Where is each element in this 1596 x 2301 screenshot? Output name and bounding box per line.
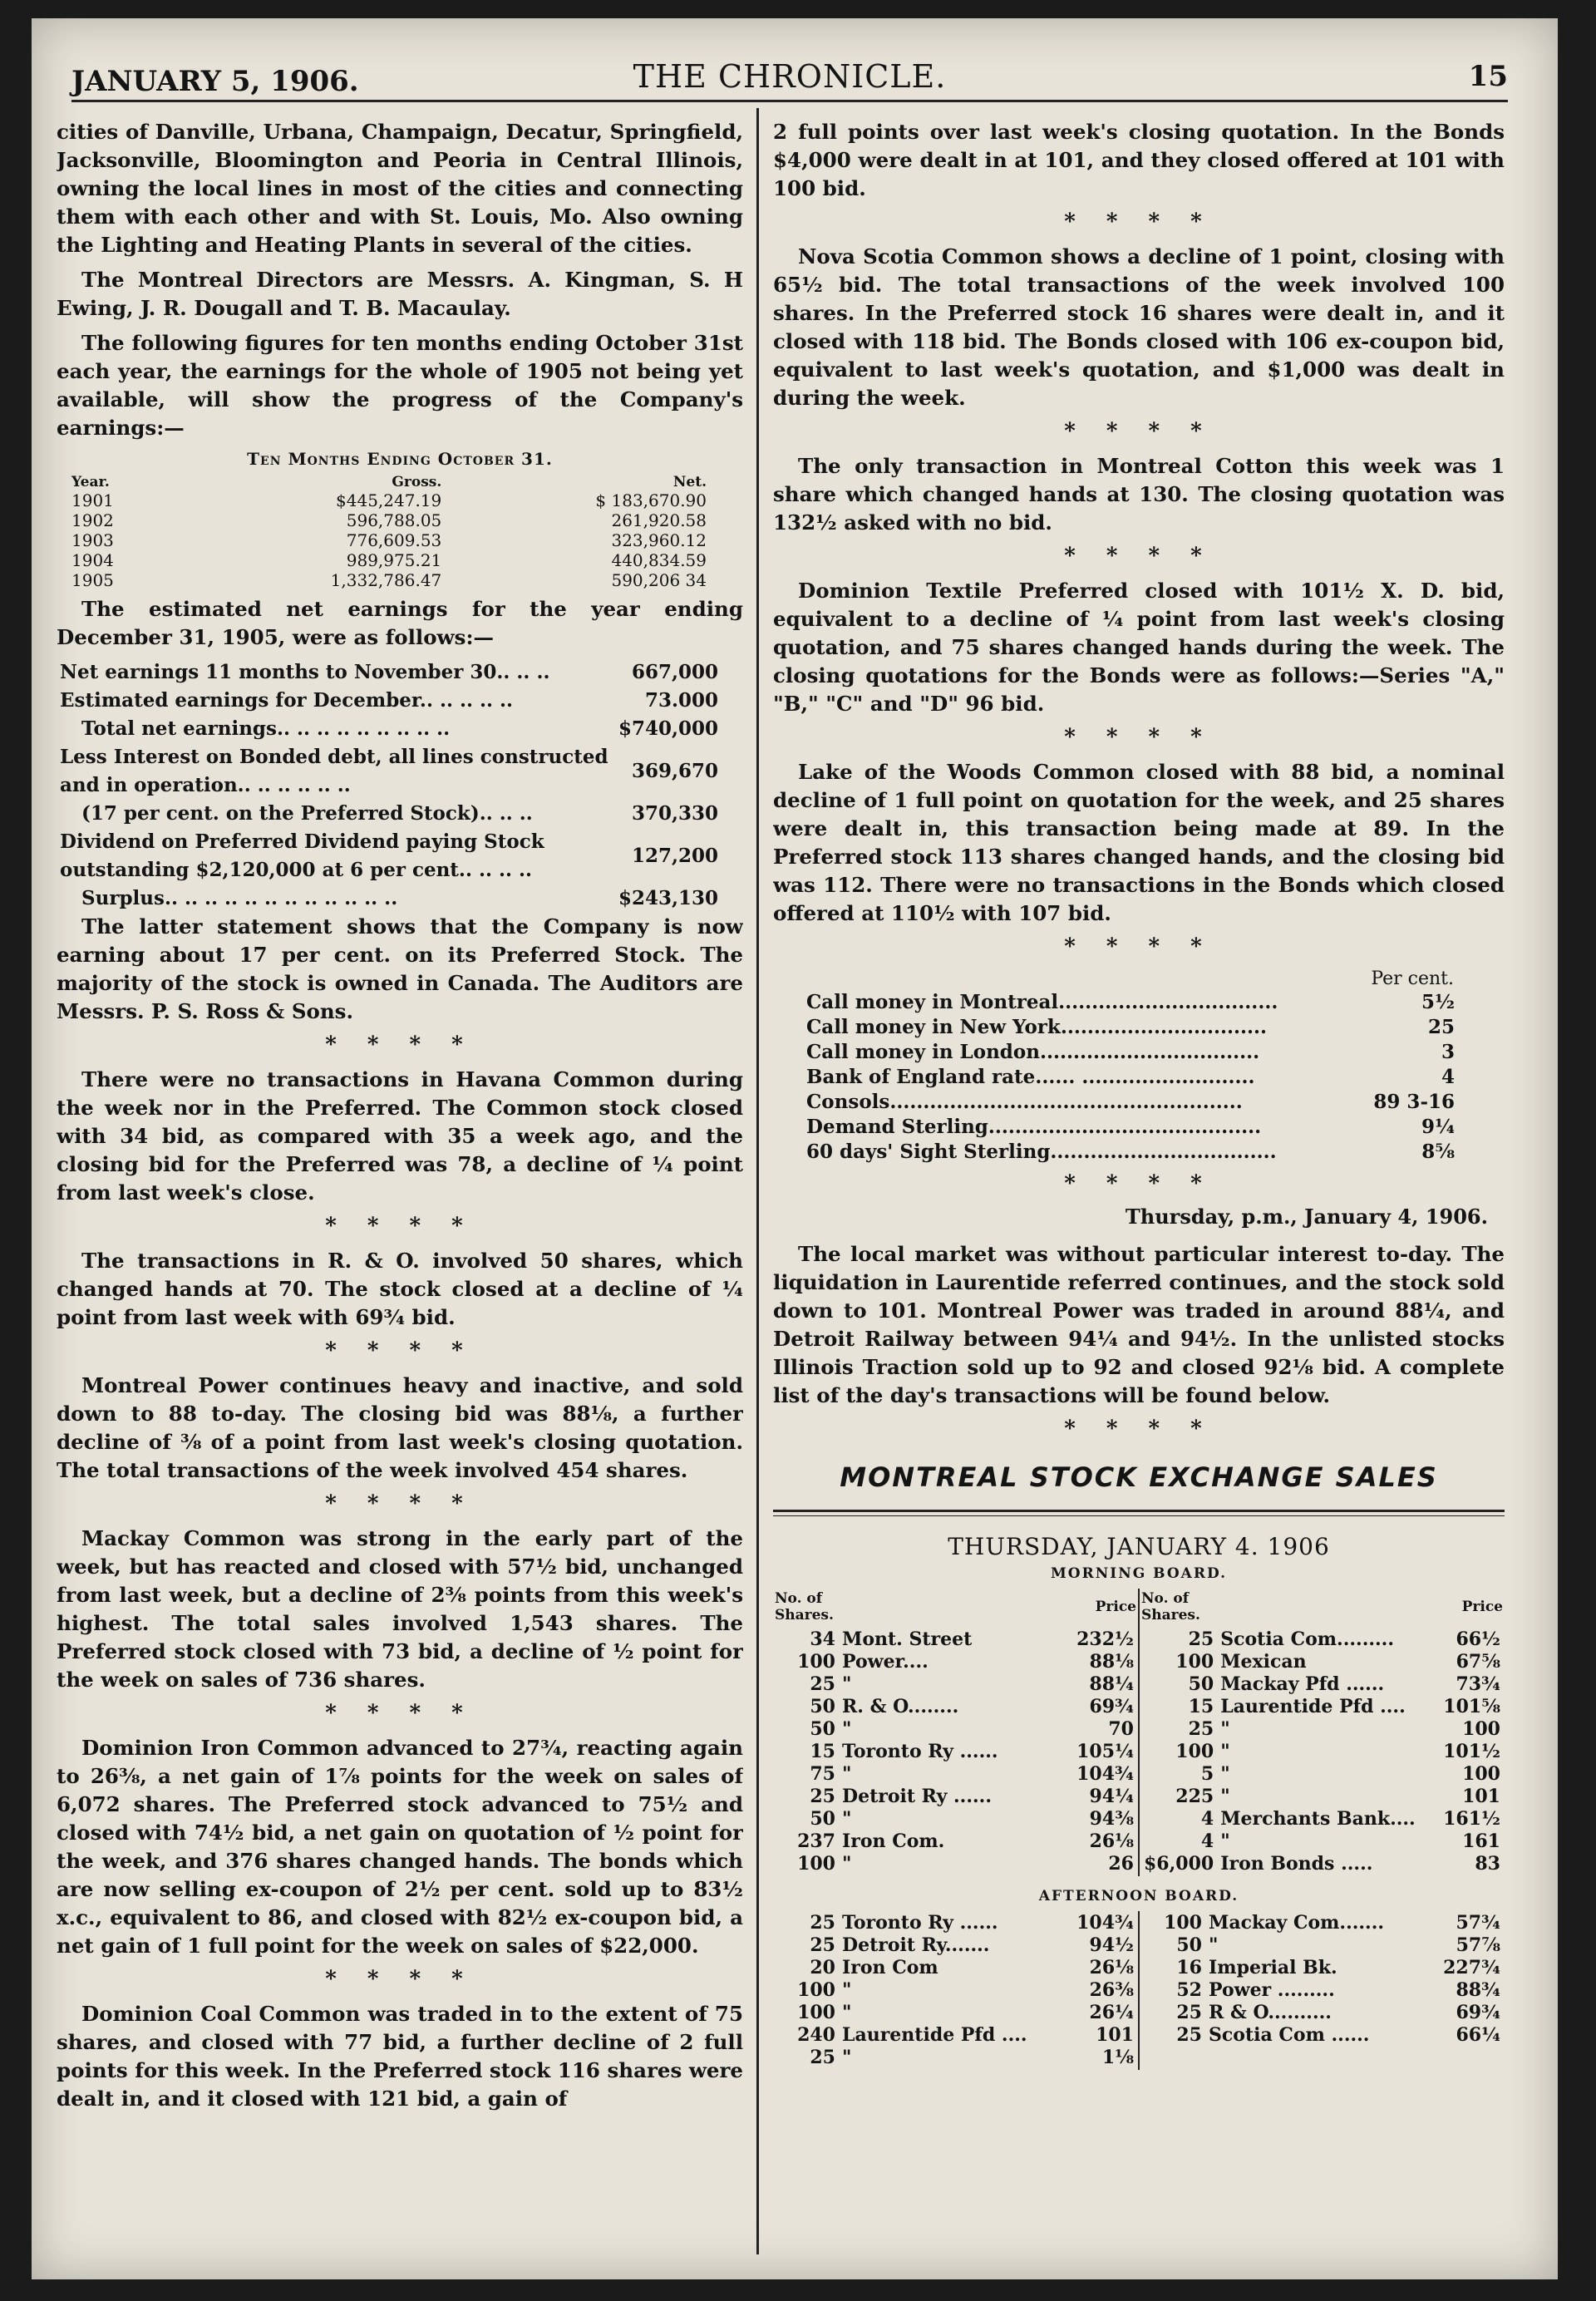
trade-row <box>774 1763 1137 1786</box>
trade-shares: 25 <box>1176 2002 1202 2023</box>
trade-shares: 100 <box>797 2002 835 2023</box>
trade-stock: Scotia Com ...... <box>1209 2024 1370 2046</box>
section-divider: * * * * <box>325 1967 475 1992</box>
trade-shares: 15 <box>810 1741 835 1762</box>
earnings-net: 590,206 34 <box>611 570 707 590</box>
section-divider: * * * * <box>1064 934 1214 959</box>
rate-value: 8⅝ <box>1421 1141 1455 1163</box>
trade-shares: 25 <box>810 1912 835 1934</box>
trade-row <box>774 1853 1137 1875</box>
trade-row <box>1140 1696 1504 1718</box>
trade-stock: Power ......... <box>1209 1979 1335 2001</box>
trade-price: 88¾ <box>1456 1979 1500 2001</box>
trade-shares: 237 <box>797 1830 835 1852</box>
trade-stock: Mackay Com....... <box>1209 1912 1385 1934</box>
trade-shares: 34 <box>810 1628 835 1650</box>
trade-stock: Mont. Street <box>842 1628 973 1650</box>
trade-shares: 25 <box>810 1934 835 1956</box>
rate-value: 9¼ <box>1421 1116 1455 1138</box>
rate-row <box>806 1140 1455 1165</box>
trade-stock: " <box>1220 1830 1230 1852</box>
ledger-row <box>57 884 722 913</box>
trade-row <box>774 1957 1137 1979</box>
rate-label: Demand Sterling......................................... <box>806 1116 1262 1138</box>
ledger-label: Dividend on Preferred Dividend paying Stock outstanding $2,120,000 at 6 per cent.. .. .. .. <box>60 830 544 881</box>
col-header-price: Price <box>1095 1599 1136 1615</box>
rate-value: 25 <box>1427 1016 1455 1038</box>
trade-shares: 75 <box>810 1763 835 1785</box>
trade-row <box>1140 2024 1504 2047</box>
trade-row <box>774 1912 1137 1934</box>
rate-row <box>806 1015 1455 1040</box>
trade-price: 101 <box>1096 2024 1134 2046</box>
issue-date: JANUARY 5, 1906. <box>71 65 359 98</box>
earnings-row <box>65 530 713 550</box>
trade-stock: Mackay Pfd ...... <box>1220 1673 1385 1695</box>
earnings-gross: 1,332,786.47 <box>330 570 442 590</box>
trade-price: 73¾ <box>1456 1673 1500 1695</box>
trade-price: 26⅛ <box>1089 1830 1134 1852</box>
trade-price: 66¼ <box>1456 2024 1500 2046</box>
earnings-net: 440,834.59 <box>611 550 707 570</box>
trade-stock: Laurentide Pfd .... <box>842 2024 1027 2046</box>
earnings-net: $ 183,670.90 <box>595 490 707 510</box>
paragraph: cities of Danville, Urbana, Champaign, Decatur, Springfield, Jacksonville, Bloomington and Peoria in Central Illinois, owning the local lines in most of the cities and connecting them with each other and with St. Louis, Mo. Also owning the Lighting and Heating Plants in several of the cities. <box>57 120 743 257</box>
trade-stock: " <box>842 2047 852 2068</box>
exchange-sales-title: MONTREAL STOCK EXCHANGE SALES <box>840 1461 1438 1493</box>
ledger-row <box>57 800 722 828</box>
ledger-row <box>57 687 722 715</box>
trade-row <box>774 1934 1137 1957</box>
trade-row <box>1140 1718 1504 1741</box>
trade-row <box>774 1628 1137 1651</box>
rate-label: Bank of England rate...... .......................... <box>806 1066 1255 1088</box>
trade-price: 104¾ <box>1076 1912 1134 1934</box>
trade-price: 67⅝ <box>1456 1651 1500 1673</box>
col-header-gross: Gross. <box>392 474 442 490</box>
trade-stock: Scotia Com......... <box>1220 1628 1394 1650</box>
trade-stock: " <box>842 1718 852 1740</box>
trade-price: 232½ <box>1076 1628 1134 1650</box>
rate-value: 89 3-16 <box>1373 1091 1455 1113</box>
trade-shares: 5 <box>1200 1763 1214 1785</box>
trade-row <box>1140 1763 1504 1786</box>
paragraph: The following figures for ten months ending October 31st each year, the earnings for the whole of 1905 not being yet available, will show the progress of the Company's earnings:— <box>57 331 743 440</box>
trade-stock: " <box>842 1808 852 1830</box>
trade-price: 101½ <box>1443 1741 1500 1762</box>
trade-shares: $6,000 <box>1144 1853 1214 1875</box>
exchange-date: THURSDAY, JANUARY 4. 1906 <box>948 1533 1330 1560</box>
trade-shares: 100 <box>797 1979 835 2001</box>
trade-shares: 52 <box>1176 1979 1202 2001</box>
trade-price: 83 <box>1475 1853 1500 1875</box>
trade-stock: " <box>842 1673 852 1695</box>
trade-stock: " <box>842 1979 852 2001</box>
trade-price: 26 <box>1108 1853 1134 1875</box>
col-header-net: Net. <box>672 474 707 490</box>
paragraph: Nova Scotia Common shows a decline of 1 point, closing with 65½ bid. The total transactions of the week involved 100 shares. In the Preferred stock 16 shares were dealt in, and it closed with 118 bid. The Bonds closed with 106 ex-coupon bid, equivalent to last week's quotation, and $1,000 was dealt in during the week. <box>773 244 1505 410</box>
afternoon-board-label: AFTERNOON BOARD. <box>1038 1888 1239 1904</box>
trade-price: 57⅞ <box>1456 1934 1500 1956</box>
earnings-gross: 776,609.53 <box>346 530 442 550</box>
afternoon-right-trades <box>1140 1912 1504 2047</box>
paragraph: There were no transactions in Havana Common during the week nor in the Preferred. The Common stock closed with 34 bid, as compared with 35 a week ago, and the closing bid for the Preferred was 78, a decline of ¼ point from last week's close. <box>57 1067 743 1205</box>
trade-price: 101⅝ <box>1443 1696 1500 1717</box>
trade-stock: Power.... <box>842 1651 929 1673</box>
rate-value: 3 <box>1441 1041 1455 1063</box>
trade-row <box>774 1696 1137 1718</box>
section-divider: * * * * <box>1064 725 1214 750</box>
ledger-label: Less Interest on Bonded debt, all lines constructed and in operation.. .. .. .. .. .. <box>60 746 608 796</box>
trade-price: 66½ <box>1456 1628 1500 1650</box>
trade-row <box>774 1830 1137 1853</box>
ledger-amount: $740,000 <box>618 717 718 740</box>
trade-row <box>774 1786 1137 1808</box>
trade-stock: " <box>842 2002 852 2023</box>
earnings-year: 1902 <box>71 510 114 530</box>
rate-value: 4 <box>1441 1066 1455 1088</box>
trade-price: 69¾ <box>1089 1696 1134 1717</box>
section-divider: * * * * <box>325 1032 475 1057</box>
section-divider: * * * * <box>325 1214 475 1239</box>
section-divider: * * * * <box>325 1338 475 1363</box>
trade-shares: 100 <box>1175 1741 1214 1762</box>
paragraph: The estimated net earnings for the year ending December 31, 1905, were as follows:— <box>57 597 743 649</box>
afternoon-left-trades <box>774 1912 1137 2069</box>
trade-row <box>1140 1830 1504 1853</box>
trade-stock: " <box>1220 1718 1230 1740</box>
trade-stock: R. & O........ <box>842 1696 959 1717</box>
trade-shares: 50 <box>810 1718 835 1740</box>
earnings-year: 1901 <box>71 490 114 510</box>
trade-row <box>1140 1853 1504 1875</box>
trade-row <box>774 1718 1137 1741</box>
rate-row <box>806 1115 1455 1140</box>
trade-row <box>1140 1786 1504 1808</box>
trade-price: 101 <box>1462 1786 1500 1807</box>
morning-left-trades <box>774 1589 1137 1875</box>
trade-price: 94⅜ <box>1089 1808 1134 1830</box>
ledger-amount: 127,200 <box>631 845 718 867</box>
trade-row <box>774 2047 1137 2069</box>
trade-shares: 100 <box>797 1651 835 1673</box>
earnings-row <box>65 550 713 570</box>
trade-row <box>1140 1673 1504 1696</box>
trade-row <box>1140 1979 1504 2002</box>
trade-shares: 50 <box>1176 1934 1202 1956</box>
col-header-year: Year. <box>71 474 110 490</box>
earnings-row <box>65 490 713 510</box>
trade-shares: 20 <box>810 1957 835 1978</box>
paragraph: The local market was without particular interest to-day. The liquidation in Laurentide referred continues, and the stock sold down to 101. Montreal Power was traded in around 88¼, and Detroit Railway between 94¼ and 94½. In the unlisted stocks Illinois Traction sold up to 92 and closed 92⅛ bid. A complete list of the day's transactions will be found below. <box>773 1242 1505 1407</box>
trade-price: 1⅛ <box>1101 2047 1134 2068</box>
ledger-row <box>57 828 722 884</box>
trade-shares: 4 <box>1200 1830 1214 1852</box>
ledger-label: Net earnings 11 months to November 30.. .. .. <box>60 661 550 683</box>
rate-row <box>806 1065 1455 1090</box>
trade-stock: " <box>1220 1763 1230 1785</box>
trade-price: 161 <box>1462 1830 1500 1852</box>
trade-shares: 225 <box>1175 1786 1214 1807</box>
paragraph: Mackay Common was strong in the early part of the week, but has reacted and closed with 57½ bid, unchanged from last week, but a decline of 2⅜ points from this week's highest. The total sales involved 1,543 shares. The Preferred stock closed with 73 bid, a decline of ½ point for the week on sales of 736 shares. <box>57 1526 743 1692</box>
rate-value: 5½ <box>1421 991 1455 1013</box>
trade-shares: 25 <box>810 1786 835 1807</box>
ledger-label: Total net earnings.. .. .. .. .. .. .. .. .. <box>81 717 451 740</box>
trade-shares: 4 <box>1200 1808 1214 1830</box>
section-divider: * * * * <box>325 1491 475 1516</box>
trade-row <box>1140 1808 1504 1830</box>
ledger-amount: $243,130 <box>618 887 718 909</box>
trade-row <box>1140 1957 1504 1979</box>
trade-stock: " <box>1220 1741 1230 1762</box>
earnings-gross: 596,788.05 <box>346 510 442 530</box>
ledger-amount: 370,330 <box>631 802 718 825</box>
ledger-amount: 73.000 <box>644 689 718 712</box>
section-divider: * * * * <box>1064 544 1214 569</box>
trade-shares: 25 <box>1176 2024 1202 2046</box>
afternoon-board-table <box>773 1911 1505 2070</box>
column-rule <box>756 108 759 2254</box>
trade-price: 88¼ <box>1089 1673 1134 1695</box>
trade-price: 70 <box>1108 1718 1134 1740</box>
earnings-row <box>65 510 713 530</box>
trade-stock: Iron Com <box>842 1957 938 1978</box>
section-divider: * * * * <box>1064 1171 1214 1196</box>
trade-shares: 100 <box>797 1853 835 1875</box>
ledger-amount: 667,000 <box>631 661 718 683</box>
trade-shares: 50 <box>810 1696 835 1717</box>
trade-shares: 50 <box>810 1808 835 1830</box>
trade-row <box>1140 1741 1504 1763</box>
trade-stock: R & O.......... <box>1209 2002 1332 2023</box>
trade-row <box>774 2024 1137 2047</box>
trade-shares: 16 <box>1176 1957 1202 1978</box>
paragraph: 2 full points over last week's closing quotation. In the Bonds $4,000 were dealt in at 101, and they closed offered at 101 with 100 bid. <box>773 120 1505 200</box>
trade-shares: 15 <box>1188 1696 1214 1717</box>
trade-stock: " <box>842 1763 852 1785</box>
col-header-price: Price <box>1461 1599 1503 1615</box>
trade-price: 105¼ <box>1076 1741 1134 1762</box>
trade-shares: 25 <box>810 1673 835 1695</box>
trade-price: 94¼ <box>1089 1786 1134 1807</box>
trade-row <box>774 1741 1137 1763</box>
trade-price: 26⅜ <box>1089 1979 1134 2001</box>
trade-shares: 100 <box>1175 1651 1214 1673</box>
rates-header: Per cent. <box>1371 968 1454 989</box>
ledger-label: Estimated earnings for December.. .. .. .. .. <box>60 689 514 712</box>
dateline: Thursday, p.m., January 4, 1906. <box>1125 1205 1488 1229</box>
trade-shares: 100 <box>1164 1912 1202 1934</box>
trade-shares: 240 <box>797 2024 835 2046</box>
rate-label: Call money in London................................. <box>806 1041 1260 1063</box>
rate-label: Consols..................................................... <box>806 1091 1243 1113</box>
trade-stock: Iron Bonds ..... <box>1220 1853 1373 1875</box>
paragraph: The latter statement shows that the Company is now earning about 17 per cent. on its Preferred Stock. The majority of the stock is owned in Canada. The Auditors are Messrs. P. S. Ross & Sons. <box>57 914 743 1023</box>
paragraph: Dominion Textile Preferred closed with 101½ X. D. bid, equivalent to a decline of ¼ point from last week's closing quotation, and 75 shares changed hands during the week. The closing quotations for the Bonds were as follows:—Series "A," "B," "C" and "D" 96 bid. <box>773 579 1505 716</box>
earnings-row <box>65 570 713 590</box>
left-column <box>57 118 743 2246</box>
paragraph: Montreal Power continues heavy and inactive, and sold down to 88 to-day. The closing bid was 88⅛, a further decline of ⅜ of a point from last week's closing quotation. The total transactions of the week involved 454 shares. <box>57 1373 743 1482</box>
earnings-year: 1905 <box>71 570 114 590</box>
trade-stock: Merchants Bank.... <box>1220 1808 1416 1830</box>
trade-row <box>774 1979 1137 2002</box>
ledger-amount: 369,670 <box>631 760 718 782</box>
earnings-gross: 989,975.21 <box>346 550 442 570</box>
trade-stock: Toronto Ry ...... <box>842 1741 998 1762</box>
trade-row <box>774 1673 1137 1696</box>
ledger-row <box>57 715 722 743</box>
earnings-table <box>65 474 713 590</box>
rate-label: 60 days' Sight Sterling.................................. <box>806 1141 1277 1163</box>
trade-price: 100 <box>1462 1718 1500 1740</box>
paragraph: The only transaction in Montreal Cotton this week was 1 share which changed hands at 130. The closing quotation was 132½ asked with no bid. <box>773 454 1505 535</box>
earnings-year: 1904 <box>71 550 114 570</box>
section-divider: * * * * <box>1064 419 1214 444</box>
ledger-label: (17 per cent. on the Preferred Stock).. .. .. <box>81 802 533 825</box>
trade-stock: Iron Com. <box>842 1830 945 1852</box>
earnings-net: 261,920.58 <box>611 510 707 530</box>
right-column <box>773 118 1505 2246</box>
trade-shares: 25 <box>1188 1628 1214 1650</box>
morning-board-label: MORNING BOARD. <box>1050 1565 1228 1582</box>
trade-price: 100 <box>1462 1763 1500 1785</box>
trade-price: 161½ <box>1443 1808 1500 1830</box>
rate-label: Call money in New York............................... <box>806 1016 1268 1038</box>
earnings-gross: $445,247.19 <box>336 490 442 510</box>
newspaper-page <box>32 18 1558 2279</box>
section-divider: * * * * <box>1064 1417 1214 1441</box>
earnings-heading: Ten Months Ending October 31. <box>247 449 553 469</box>
net-earnings-ledger <box>57 658 722 913</box>
trade-price: 26¼ <box>1089 2002 1134 2023</box>
trade-price: 104¾ <box>1076 1763 1134 1785</box>
paragraph: The transactions in R. & O. involved 50 shares, which changed hands at 70. The stock closed at a decline of ¼ point from last week with 69¾ bid. <box>57 1249 743 1329</box>
earnings-net: 323,960.12 <box>611 530 707 550</box>
trade-row <box>1140 1628 1504 1651</box>
trade-stock: Mexican <box>1220 1651 1307 1673</box>
trade-price: 57¾ <box>1456 1912 1500 1934</box>
trade-row <box>774 1651 1137 1673</box>
rate-row <box>806 990 1455 1015</box>
trade-stock: Detroit Ry....... <box>842 1934 990 1956</box>
rate-label: Call money in Montreal................................. <box>806 991 1278 1013</box>
paragraph: The Montreal Directors are Messrs. A. Kingman, S. H Ewing, J. R. Dougall and T. B. Macaulay. <box>57 268 743 320</box>
rate-row <box>806 1040 1455 1065</box>
section-divider: * * * * <box>1064 209 1214 234</box>
trade-stock: Detroit Ry ...... <box>842 1786 992 1807</box>
header-rule <box>71 100 1508 102</box>
rate-row <box>806 1090 1455 1115</box>
paragraph: Dominion Iron Common advanced to 27¾, reacting again to 26⅜, a net gain of 1⅞ points for the week on sales of 6,072 shares. The Preferred stock advanced to 75½ and closed with 74½ bid, a net gain on quotation of ½ point for the week, and 376 shares changed hands. The bonds which are now selling ex-coupon of 2½ per cent. sold up to 83½ x.c., equivalent to 86, and closed with 82½ ex-coupon bid, a net gain of 1 full point for the week on sales of $22,000. <box>57 1736 743 1958</box>
paragraph: Lake of the Woods Common closed with 88 bid, a nominal decline of 1 full point on quotation for the week, and 25 shares were dealt in, this transaction being made at 89. In the Preferred stock 113 shares changed hands, and the closing bid was 112. There were no transactions in the Bonds which closed offered at 110½ with 107 bid. <box>773 760 1505 925</box>
trade-price: 227¾ <box>1443 1957 1500 1978</box>
page-number: 15 <box>1468 60 1508 93</box>
trade-price: 26⅛ <box>1089 1957 1134 1978</box>
publication-title: THE CHRONICLE. <box>633 58 947 95</box>
col-header-shares: No. of Shares. <box>775 1590 834 1624</box>
trade-price: 94½ <box>1089 1934 1134 1956</box>
trade-row <box>1140 1934 1504 1957</box>
title-rule <box>773 1510 1505 1516</box>
paragraph: Dominion Coal Common was traded in to the extent of 75 shares, and closed with 77 bid, a further decline of 2 full points for this week. In the Preferred stock 116 shares were dealt in, and it closed with 121 bid, a gain of <box>57 2002 743 2111</box>
trade-shares: 50 <box>1188 1673 1214 1695</box>
morning-board-table <box>773 1589 1505 1876</box>
trade-row <box>774 1808 1137 1830</box>
trade-stock: " <box>1209 1934 1219 1956</box>
page-header <box>71 50 1508 100</box>
trade-shares: 25 <box>1188 1718 1214 1740</box>
trade-stock: Laurentide Pfd .... <box>1220 1696 1406 1717</box>
ledger-row <box>57 658 722 687</box>
trade-stock: " <box>1220 1786 1230 1807</box>
section-divider: * * * * <box>325 1701 475 1726</box>
trade-row <box>774 2002 1137 2024</box>
trade-stock: Imperial Bk. <box>1209 1957 1337 1978</box>
ledger-row <box>57 743 722 800</box>
trade-row <box>1140 1651 1504 1673</box>
earnings-year: 1903 <box>71 530 114 550</box>
col-header-shares: No. of Shares. <box>1141 1590 1200 1624</box>
trade-stock: Toronto Ry ...... <box>842 1912 998 1934</box>
money-rates-table <box>806 968 1455 1165</box>
trade-stock: " <box>842 1853 852 1875</box>
ledger-label: Surplus.. .. .. .. .. .. .. .. .. .. .. .. <box>81 887 398 909</box>
trade-row <box>1140 2002 1504 2024</box>
trade-price: 88⅛ <box>1089 1651 1134 1673</box>
trade-row <box>1140 1912 1504 1934</box>
morning-right-trades <box>1140 1589 1504 1875</box>
trade-price: 69¾ <box>1456 2002 1500 2023</box>
trade-shares: 25 <box>810 2047 835 2068</box>
